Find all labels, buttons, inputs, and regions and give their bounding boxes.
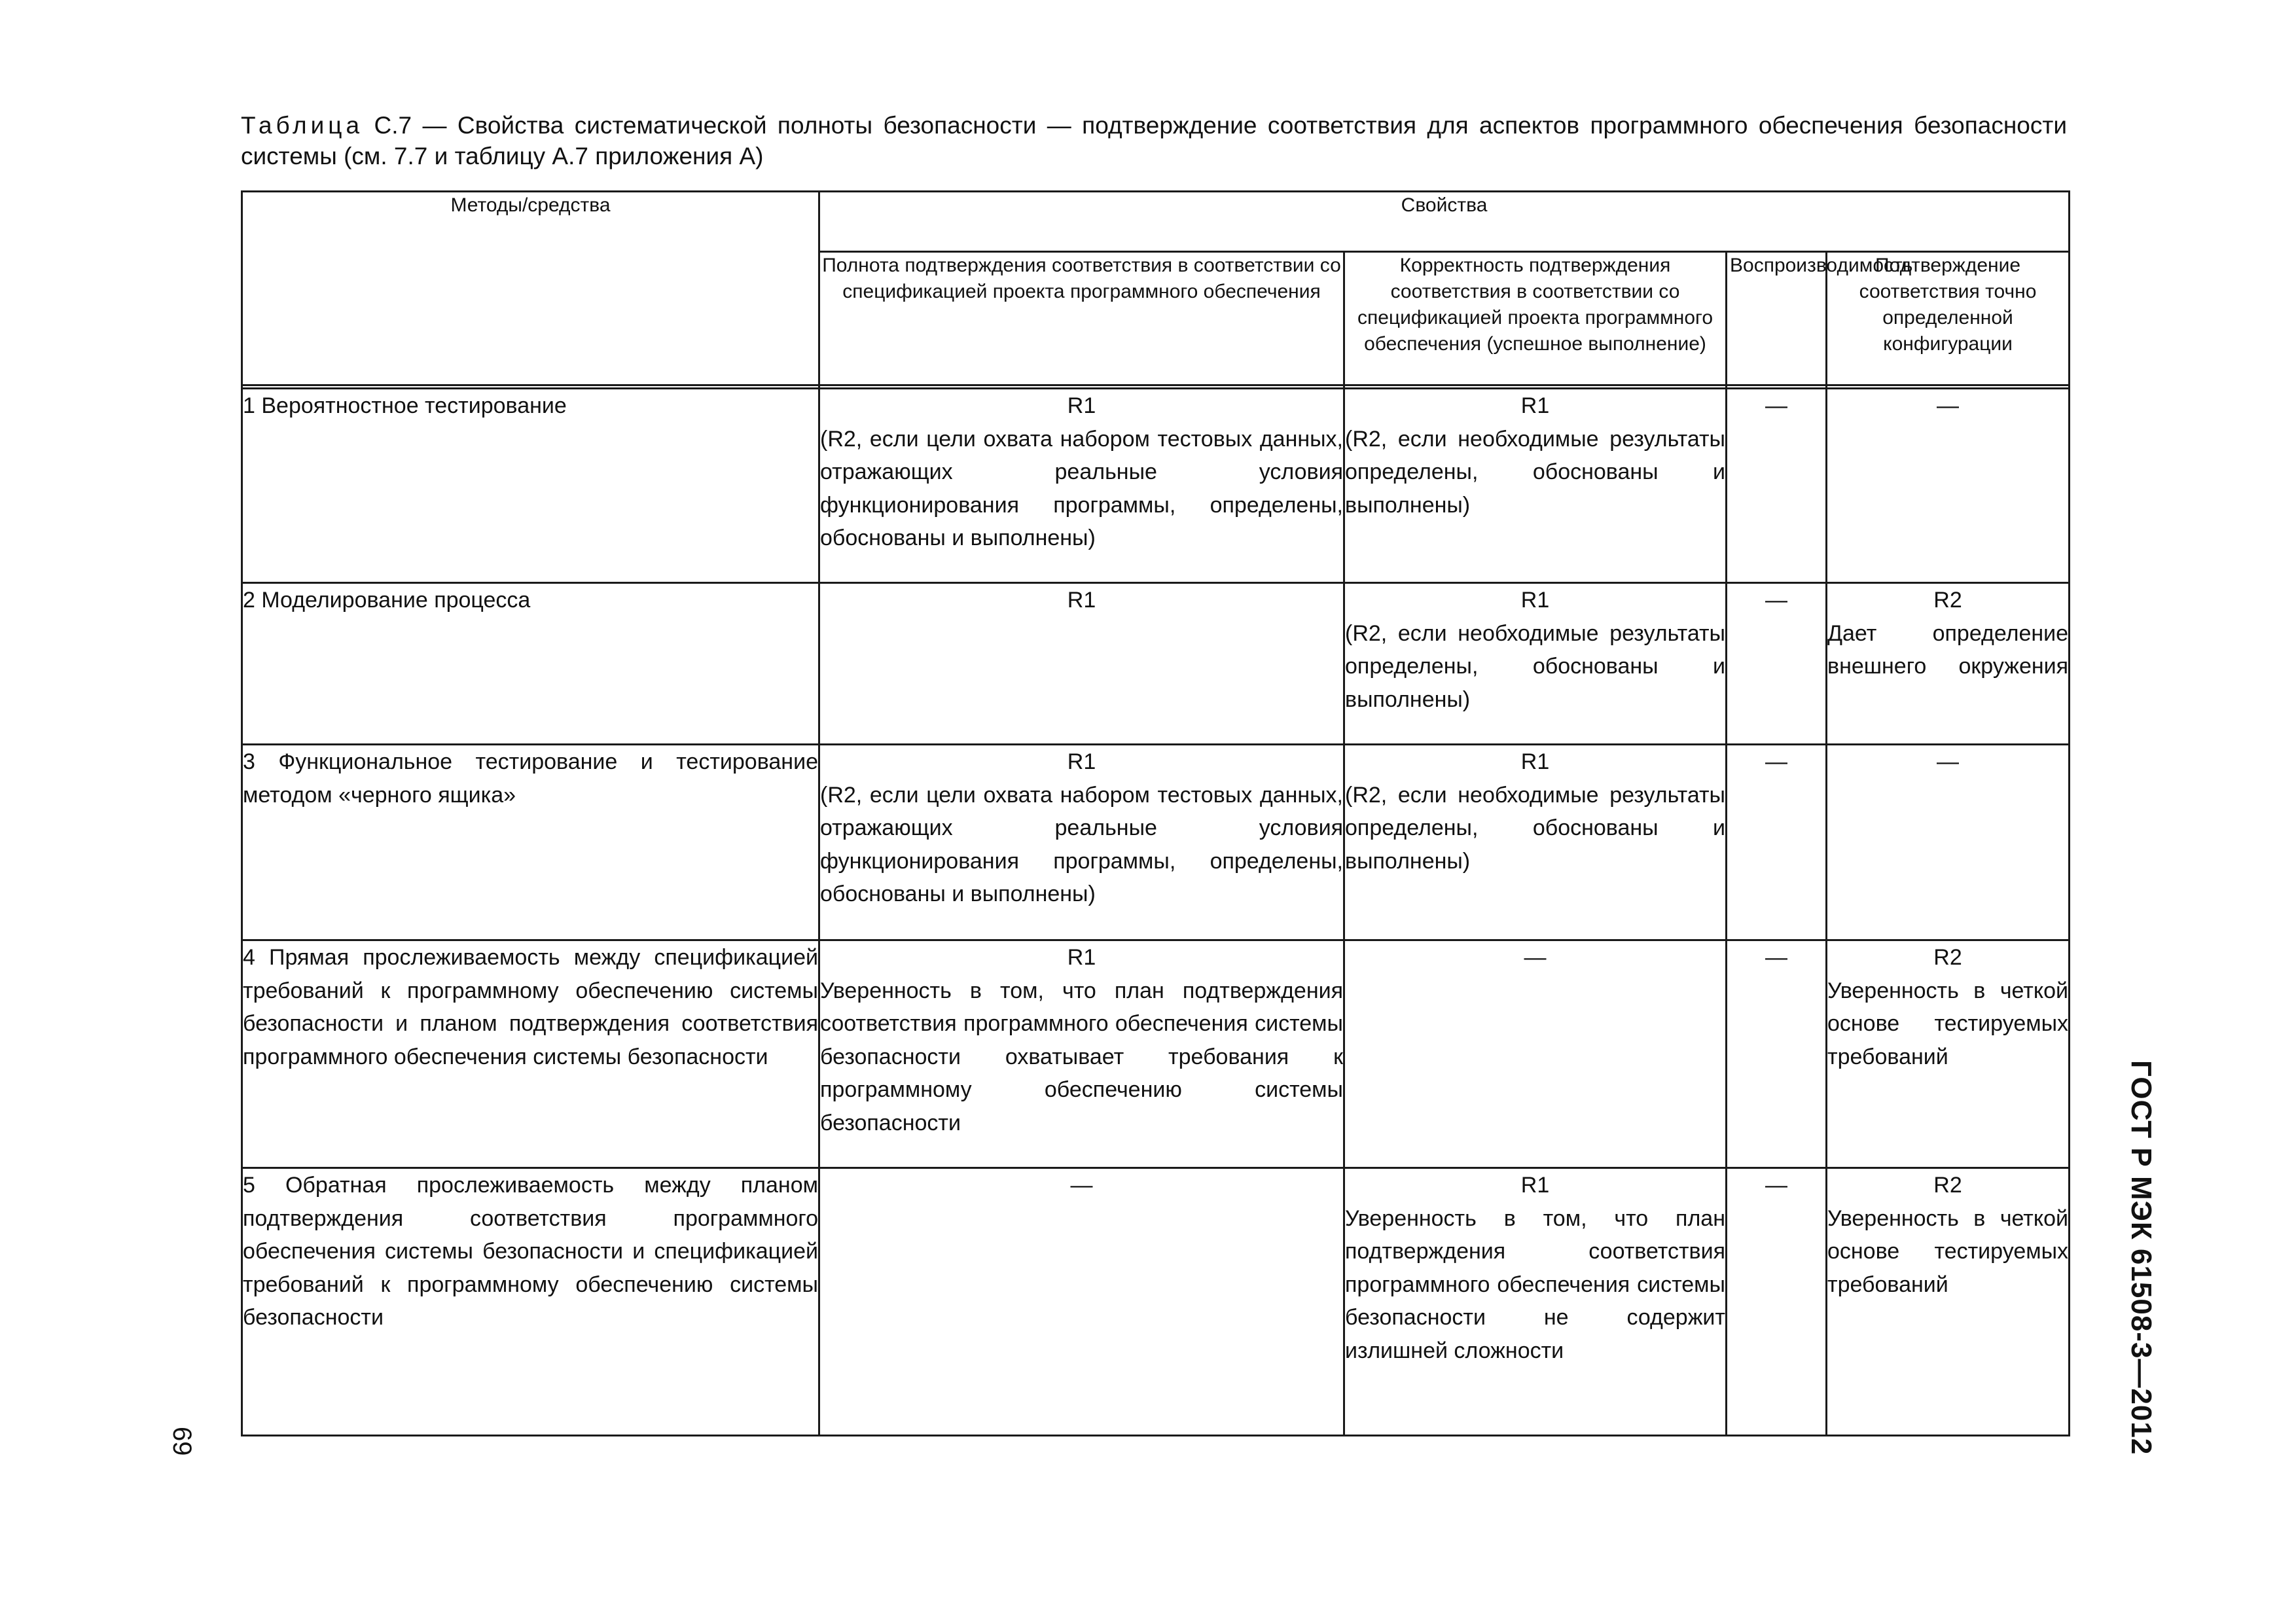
completeness-cell <box>819 1168 1344 1436</box>
method-cell: 5 Обратная прослеживаемость между планом подтверждения соответствия программного обеспечения системы безопасности и спецификацией требований к программному обеспечению системы безопасности <box>242 1168 819 1436</box>
note: Уверенность в четкой основе тестируемых требований <box>1827 1205 2069 1297</box>
rating: R2 <box>1933 588 1962 613</box>
header-completeness: Полнота подтверждения соответствия в соответствии со спецификацией проекта программного обеспечения <box>819 252 1344 385</box>
document-designation: ГОСТ Р МЭК 61508-3—2012 <box>2125 1060 2157 1455</box>
correctness-cell <box>1344 1168 1727 1436</box>
note: Уверенность в том, что план подтверждения соответствия программного обеспечения системы безопасности не содержит излишней сложности <box>1345 1205 1725 1363</box>
rating: R1 <box>1067 393 1096 418</box>
method-cell: 4 Прямая прослеживаемость между спецификацией требований к программному обеспечению системы безопасности и планом подтверждения соответствия программного обеспечения системы безопасности <box>242 940 819 1168</box>
note: (R2, если цели охвата набором тестовых данных, отражающих реальные условия функционирования программы, определены, обоснованы и выполнены) <box>820 782 1343 906</box>
note: (R2, если необходимые результаты определены, обоснованы и выполнены) <box>1345 620 1725 712</box>
rating: — <box>1937 393 1960 418</box>
rating: — <box>1524 945 1547 970</box>
repeatability-cell: — <box>1727 389 1827 583</box>
rating: R2 <box>1933 1173 1962 1198</box>
table-row <box>242 940 2070 1168</box>
completeness-cell <box>819 583 1344 745</box>
header-properties: Свойства <box>819 192 2070 252</box>
configuration-cell <box>1827 745 2070 940</box>
rating: R1 <box>1520 393 1550 418</box>
configuration-cell <box>1827 940 2070 1168</box>
table-row <box>242 745 2070 940</box>
repeatability-cell: — <box>1727 940 1827 1168</box>
caption-text: С.7 — Свойства систематической полноты безопасности — подтверждение соответствия для аспектов программного обеспечения безопасности системы (см. 7.7 и таблицу А.7 приложения А) <box>241 112 2067 169</box>
rating: R1 <box>1067 749 1096 774</box>
completeness-cell <box>819 389 1344 583</box>
correctness-cell <box>1344 583 1727 745</box>
configuration-cell <box>1827 389 2070 583</box>
header-defined-configuration: Подтверждение соответствия точно определенной конфигурации <box>1827 252 2070 385</box>
table-row <box>242 1168 2070 1436</box>
rating: R1 <box>1067 945 1096 970</box>
rating: — <box>1070 1173 1093 1198</box>
page-number: 69 <box>168 1427 196 1456</box>
note: (R2, если необходимые результаты определены, обоснованы и выполнены) <box>1345 782 1725 874</box>
method-cell: 1 Вероятностное тестирование <box>242 389 819 583</box>
repeatability-cell: — <box>1727 583 1827 745</box>
header-repeatability: Воспроизводимость <box>1727 252 1827 385</box>
configuration-cell <box>1827 583 2070 745</box>
note: (R2, если необходимые результаты определены, обоснованы и выполнены) <box>1345 426 1725 518</box>
caption-label: Таблица <box>241 112 364 139</box>
header-methods: Методы/средства <box>242 192 819 385</box>
correctness-cell <box>1344 389 1727 583</box>
table-row <box>242 389 2070 583</box>
table-caption <box>241 110 2067 171</box>
rating: R1 <box>1067 588 1096 613</box>
table-row <box>242 583 2070 745</box>
rating: R2 <box>1933 945 1962 970</box>
configuration-cell <box>1827 1168 2070 1436</box>
note: Уверенность в четкой основе тестируемых требований <box>1827 978 2069 1069</box>
correctness-cell <box>1344 745 1727 940</box>
method-cell: 2 Моделирование процесса <box>242 583 819 745</box>
repeatability-cell: — <box>1727 745 1827 940</box>
repeatability-cell: — <box>1727 1168 1827 1436</box>
method-cell: 3 Функциональное тестирование и тестирование методом «черного ящика» <box>242 745 819 940</box>
note: (R2, если цели охвата набором тестовых данных, отражающих реальные условия функционирования программы, определены, обоснованы и выполнены) <box>820 426 1343 550</box>
rating: R1 <box>1520 1173 1550 1198</box>
properties-table <box>241 190 2070 1436</box>
rating: R1 <box>1520 749 1550 774</box>
completeness-cell <box>819 745 1344 940</box>
header-correctness: Корректность подтверждения соответствия в соответствии со спецификацией проекта программного обеспечения (успешное выполнение) <box>1344 252 1727 385</box>
completeness-cell <box>819 940 1344 1168</box>
note: Уверенность в том, что план подтверждения соответствия программного обеспечения системы безопасности охватывает требования к программному обеспечению системы безопасности <box>820 978 1343 1135</box>
correctness-cell <box>1344 940 1727 1168</box>
note: Дает определение внешнего окружения <box>1827 620 2069 679</box>
rating: R1 <box>1520 588 1550 613</box>
rating: — <box>1937 749 1960 774</box>
